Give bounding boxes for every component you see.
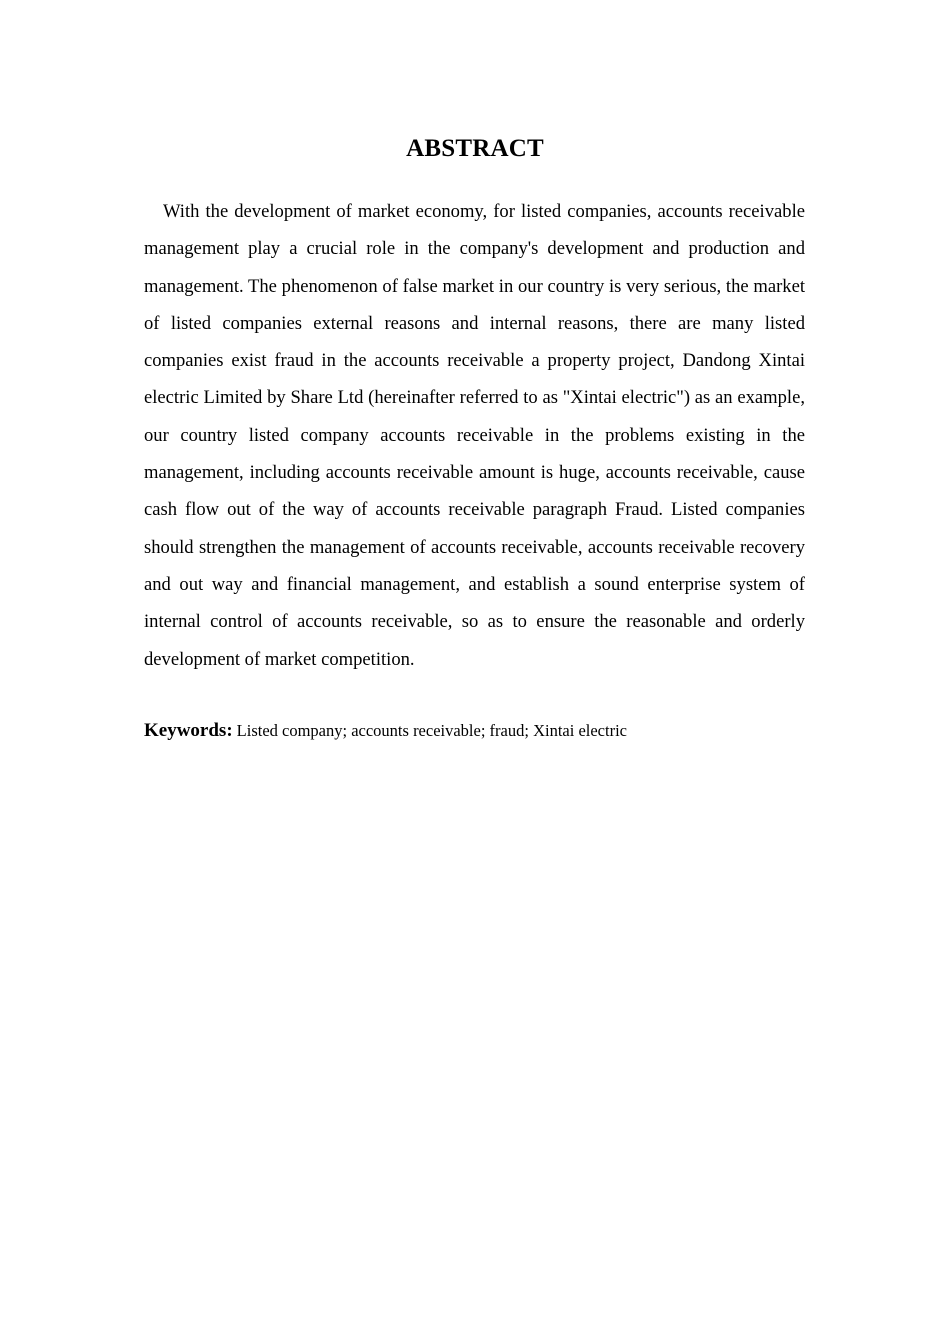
abstract-title: ABSTRACT [406,135,544,162]
keywords-line [144,714,805,749]
abstract-body: With the development of market economy, for listed companies, accounts receivable management play a crucial role in the company's development and production and management. The phenomenon of false market in our country is very serious, the market of listed companies external reasons and internal reasons, there are many listed companies exist fraud in the accounts receivable a property project, Dandong Xintai electric Limited by Share Ltd (hereinafter referred to as "Xintai electric") as an example, our country listed company accounts receivable in the problems existing in the management, including accounts receivable amount is huge, accounts receivable, cause cash flow out of the way of accounts receivable paragraph Fraud. Listed companies should strengthen the management of accounts receivable, accounts receivable recovery and out way and financial management, and establish a sound enterprise system of internal control of accounts receivable, so as to ensure the reasonable and orderly development of market competition. [144,201,805,670]
keywords-label: Keywords: [144,720,233,741]
keywords-text: Listed company; accounts receivable; fraud; Xintai electric [236,721,627,740]
